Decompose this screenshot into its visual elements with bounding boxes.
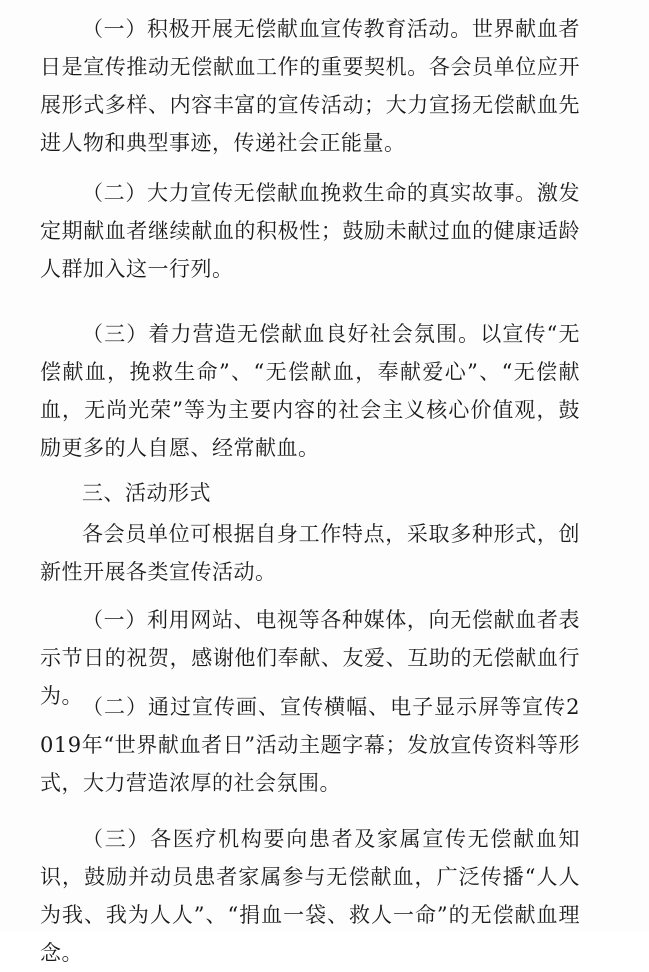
paragraph-section-intro: 各会员单位可根据自身工作特点，采取多种形式，创新性开展各类宣传活动。 <box>40 522 580 584</box>
paragraph-posters-banners: （二）通过宣传画、宣传横幅、电子显示屏等宣传2019年“世界献血者日”活动主题字幕；发放宣传资料等形式，大力营造浓厚的社会氛围。 <box>40 695 580 795</box>
paragraph-media-greetings: （一）利用网站、电视等各种媒体，向无偿献血者表示节日的祝贺，感谢他们奉献、友爱、互助的无偿献血行为。 <box>40 608 580 708</box>
paragraph-social-atmosphere: （三）着力营造无偿献血良好社会氛围。以宣传“无偿献血，挽救生命”、“无偿献血，奉献爱心”、“无偿献血，无尚光荣”等为主要内容的社会主义核心价值观，鼓励更多的人自愿、经常献血。 <box>40 322 580 460</box>
section-heading-activity-forms: 三、活动形式 <box>82 481 211 505</box>
paragraph-life-saving-stories: （二）大力宣传无偿献血挽救生命的真实故事。激发定期献血者继续献血的积极性；鼓励未献过血的健康适龄人群加入这一行列。 <box>40 181 580 281</box>
paragraph-medical-institutions: （三）各医疗机构要向患者及家属宣传无偿献血知识，鼓励并动员患者家属参与无偿献血，广泛传播“人人为我、我为人人”、“捐血一袋、救人一命”的无偿献血理念。 <box>40 827 580 965</box>
paragraph-promotion-activities: （一）积极开展无偿献血宣传教育活动。世界献血者日是宣传推动无偿献血工作的重要契机。各会员单位应开展形式多样、内容丰富的宣传活动；大力宣扬无偿献血先进人物和典型事迹，传递社会正能量。 <box>40 17 580 155</box>
